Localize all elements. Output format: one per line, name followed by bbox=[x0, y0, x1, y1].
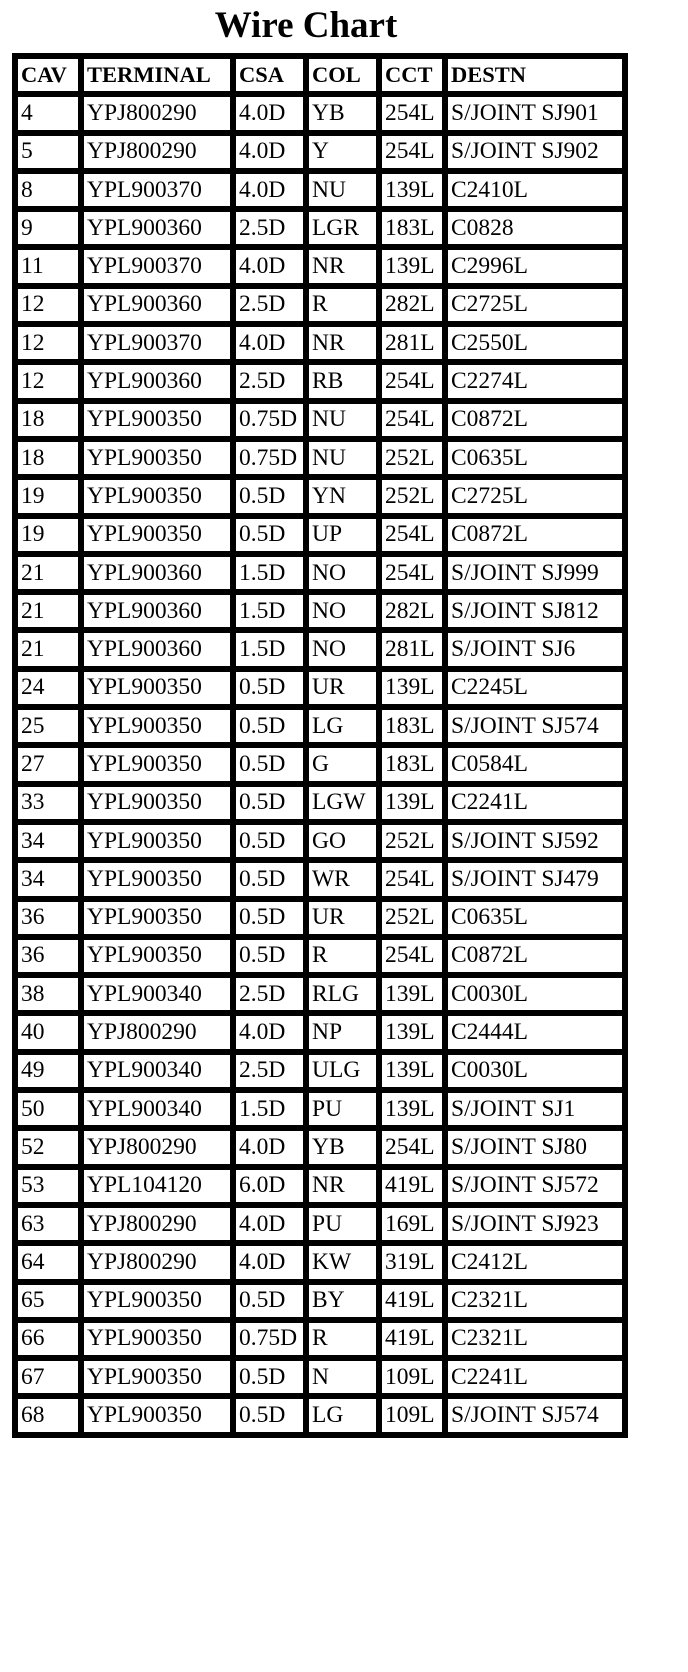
terminal-cell: YPL900350 bbox=[81, 1282, 233, 1320]
col-cell: LG bbox=[306, 707, 379, 745]
table-row bbox=[15, 1358, 625, 1396]
table-row bbox=[15, 1282, 625, 1320]
cav-cell: 36 bbox=[15, 899, 81, 937]
chart-title: Wire Chart bbox=[214, 5, 398, 46]
header-col: COL bbox=[306, 56, 379, 94]
csa-cell: 0.5D bbox=[233, 669, 306, 707]
cct-cell: 419L bbox=[379, 1282, 445, 1320]
destn-cell: S/JOINT SJ574 bbox=[445, 1396, 625, 1434]
table-row bbox=[15, 1128, 625, 1166]
cct-cell: 254L bbox=[379, 362, 445, 400]
csa-cell: 0.75D bbox=[233, 401, 306, 439]
cav-cell: 21 bbox=[15, 630, 81, 668]
table-row bbox=[15, 745, 625, 783]
header-cct: CCT bbox=[379, 56, 445, 94]
table-row bbox=[15, 133, 625, 171]
csa-cell: 4.0D bbox=[233, 247, 306, 285]
table-row bbox=[15, 401, 625, 439]
table-row bbox=[15, 899, 625, 937]
destn-cell: S/JOINT SJ999 bbox=[445, 554, 625, 592]
table-row bbox=[15, 286, 625, 324]
header-row bbox=[15, 56, 625, 94]
terminal-cell: YPL900370 bbox=[81, 247, 233, 285]
destn-cell: C0872L bbox=[445, 516, 625, 554]
col-cell: R bbox=[306, 286, 379, 324]
col-cell: NO bbox=[306, 554, 379, 592]
table-row bbox=[15, 1320, 625, 1358]
cct-cell: 282L bbox=[379, 286, 445, 324]
cav-cell: 65 bbox=[15, 1282, 81, 1320]
cct-cell: 139L bbox=[379, 1013, 445, 1051]
col-cell: G bbox=[306, 745, 379, 783]
cct-cell: 254L bbox=[379, 860, 445, 898]
cav-cell: 18 bbox=[15, 401, 81, 439]
csa-cell: 4.0D bbox=[233, 171, 306, 209]
csa-cell: 4.0D bbox=[233, 1128, 306, 1166]
table-row bbox=[15, 937, 625, 975]
header-terminal: TERMINAL bbox=[81, 56, 233, 94]
cct-cell: 281L bbox=[379, 630, 445, 668]
destn-cell: C2274L bbox=[445, 362, 625, 400]
cav-cell: 49 bbox=[15, 1052, 81, 1090]
col-cell: UR bbox=[306, 899, 379, 937]
col-cell: YN bbox=[306, 477, 379, 515]
cct-cell: 183L bbox=[379, 745, 445, 783]
cct-cell: 252L bbox=[379, 477, 445, 515]
col-cell: NP bbox=[306, 1013, 379, 1051]
cav-cell: 12 bbox=[15, 362, 81, 400]
cct-cell: 254L bbox=[379, 516, 445, 554]
csa-cell: 0.5D bbox=[233, 822, 306, 860]
destn-cell: S/JOINT SJ572 bbox=[445, 1167, 625, 1205]
table-row bbox=[15, 975, 625, 1013]
csa-cell: 2.5D bbox=[233, 209, 306, 247]
cav-cell: 8 bbox=[15, 171, 81, 209]
cav-cell: 21 bbox=[15, 592, 81, 630]
cct-cell: 139L bbox=[379, 1090, 445, 1128]
cct-cell: 169L bbox=[379, 1205, 445, 1243]
cct-cell: 109L bbox=[379, 1396, 445, 1434]
destn-cell: C2725L bbox=[445, 286, 625, 324]
col-cell: GO bbox=[306, 822, 379, 860]
destn-cell: C0635L bbox=[445, 439, 625, 477]
terminal-cell: YPL900360 bbox=[81, 362, 233, 400]
col-cell: NU bbox=[306, 171, 379, 209]
destn-cell: S/JOINT SJ812 bbox=[445, 592, 625, 630]
header-csa: CSA bbox=[233, 56, 306, 94]
cav-cell: 40 bbox=[15, 1013, 81, 1051]
csa-cell: 2.5D bbox=[233, 362, 306, 400]
csa-cell: 4.0D bbox=[233, 1013, 306, 1051]
table-row bbox=[15, 1090, 625, 1128]
cav-cell: 66 bbox=[15, 1320, 81, 1358]
destn-cell: C0584L bbox=[445, 745, 625, 783]
table-row bbox=[15, 516, 625, 554]
col-cell: NU bbox=[306, 439, 379, 477]
terminal-cell: YPL900350 bbox=[81, 937, 233, 975]
terminal-cell: YPL900350 bbox=[81, 1396, 233, 1434]
cav-cell: 24 bbox=[15, 669, 81, 707]
csa-cell: 0.5D bbox=[233, 1358, 306, 1396]
cav-cell: 25 bbox=[15, 707, 81, 745]
cct-cell: 252L bbox=[379, 899, 445, 937]
cav-cell: 38 bbox=[15, 975, 81, 1013]
destn-cell: C0872L bbox=[445, 401, 625, 439]
csa-cell: 0.5D bbox=[233, 516, 306, 554]
destn-cell: S/JOINT SJ6 bbox=[445, 630, 625, 668]
terminal-cell: YPJ800290 bbox=[81, 94, 233, 132]
col-cell: UR bbox=[306, 669, 379, 707]
destn-cell: C2321L bbox=[445, 1282, 625, 1320]
terminal-cell: YPL900350 bbox=[81, 745, 233, 783]
destn-cell: S/JOINT SJ80 bbox=[445, 1128, 625, 1166]
terminal-cell: YPL900360 bbox=[81, 209, 233, 247]
cav-cell: 52 bbox=[15, 1128, 81, 1166]
cav-cell: 33 bbox=[15, 784, 81, 822]
col-cell: NO bbox=[306, 630, 379, 668]
csa-cell: 6.0D bbox=[233, 1167, 306, 1205]
table-row bbox=[15, 439, 625, 477]
cct-cell: 254L bbox=[379, 1128, 445, 1166]
table-row bbox=[15, 592, 625, 630]
csa-cell: 1.5D bbox=[233, 1090, 306, 1128]
table-row bbox=[15, 1243, 625, 1281]
table-row bbox=[15, 860, 625, 898]
col-cell: R bbox=[306, 1320, 379, 1358]
csa-cell: 2.5D bbox=[233, 1052, 306, 1090]
terminal-cell: YPL900350 bbox=[81, 1358, 233, 1396]
col-cell: RLG bbox=[306, 975, 379, 1013]
destn-cell: C2996L bbox=[445, 247, 625, 285]
cav-cell: 68 bbox=[15, 1396, 81, 1434]
csa-cell: 2.5D bbox=[233, 975, 306, 1013]
terminal-cell: YPL900340 bbox=[81, 975, 233, 1013]
table-row bbox=[15, 1205, 625, 1243]
destn-cell: S/JOINT SJ902 bbox=[445, 133, 625, 171]
cav-cell: 11 bbox=[15, 247, 81, 285]
csa-cell: 0.5D bbox=[233, 707, 306, 745]
table-row bbox=[15, 324, 625, 362]
destn-cell: C2321L bbox=[445, 1320, 625, 1358]
table-row bbox=[15, 630, 625, 668]
table-row bbox=[15, 669, 625, 707]
terminal-cell: YPL900360 bbox=[81, 554, 233, 592]
destn-cell: C0030L bbox=[445, 975, 625, 1013]
terminal-cell: YPL900360 bbox=[81, 592, 233, 630]
cav-cell: 12 bbox=[15, 286, 81, 324]
cav-cell: 4 bbox=[15, 94, 81, 132]
cct-cell: 139L bbox=[379, 784, 445, 822]
terminal-cell: YPL900350 bbox=[81, 401, 233, 439]
table-body bbox=[15, 94, 625, 1434]
terminal-cell: YPL900350 bbox=[81, 1320, 233, 1358]
cct-cell: 282L bbox=[379, 592, 445, 630]
csa-cell: 1.5D bbox=[233, 592, 306, 630]
csa-cell: 2.5D bbox=[233, 286, 306, 324]
cct-cell: 139L bbox=[379, 669, 445, 707]
cct-cell: 419L bbox=[379, 1320, 445, 1358]
cav-cell: 67 bbox=[15, 1358, 81, 1396]
destn-cell: S/JOINT SJ574 bbox=[445, 707, 625, 745]
destn-cell: C2412L bbox=[445, 1243, 625, 1281]
terminal-cell: YPL900370 bbox=[81, 171, 233, 209]
col-cell: LGW bbox=[306, 784, 379, 822]
header-destn: DESTN bbox=[445, 56, 625, 94]
cct-cell: 254L bbox=[379, 554, 445, 592]
cav-cell: 19 bbox=[15, 516, 81, 554]
table-row bbox=[15, 822, 625, 860]
col-cell: KW bbox=[306, 1243, 379, 1281]
col-cell: NR bbox=[306, 1167, 379, 1205]
cav-cell: 50 bbox=[15, 1090, 81, 1128]
terminal-cell: YPL900350 bbox=[81, 516, 233, 554]
terminal-cell: YPJ800290 bbox=[81, 1013, 233, 1051]
cav-cell: 27 bbox=[15, 745, 81, 783]
cct-cell: 139L bbox=[379, 171, 445, 209]
table-row bbox=[15, 362, 625, 400]
cct-cell: 254L bbox=[379, 94, 445, 132]
csa-cell: 4.0D bbox=[233, 1205, 306, 1243]
terminal-cell: YPL900350 bbox=[81, 439, 233, 477]
cct-cell: 252L bbox=[379, 439, 445, 477]
cct-cell: 139L bbox=[379, 1052, 445, 1090]
terminal-cell: YPL900350 bbox=[81, 477, 233, 515]
cav-cell: 18 bbox=[15, 439, 81, 477]
table-row bbox=[15, 707, 625, 745]
cav-cell: 36 bbox=[15, 937, 81, 975]
col-cell: PU bbox=[306, 1090, 379, 1128]
destn-cell: C0872L bbox=[445, 937, 625, 975]
col-cell: NU bbox=[306, 401, 379, 439]
col-cell: RB bbox=[306, 362, 379, 400]
cav-cell: 64 bbox=[15, 1243, 81, 1281]
csa-cell: 0.5D bbox=[233, 860, 306, 898]
terminal-cell: YPL900350 bbox=[81, 899, 233, 937]
csa-cell: 4.0D bbox=[233, 1243, 306, 1281]
destn-cell: S/JOINT SJ923 bbox=[445, 1205, 625, 1243]
csa-cell: 0.75D bbox=[233, 1320, 306, 1358]
csa-cell: 1.5D bbox=[233, 554, 306, 592]
terminal-cell: YPL900360 bbox=[81, 630, 233, 668]
col-cell: YB bbox=[306, 94, 379, 132]
cav-cell: 9 bbox=[15, 209, 81, 247]
table-row bbox=[15, 1052, 625, 1090]
cct-cell: 139L bbox=[379, 247, 445, 285]
csa-cell: 0.5D bbox=[233, 937, 306, 975]
terminal-cell: YPL104120 bbox=[81, 1167, 233, 1205]
col-cell: LGR bbox=[306, 209, 379, 247]
col-cell: R bbox=[306, 937, 379, 975]
csa-cell: 0.5D bbox=[233, 899, 306, 937]
cct-cell: 254L bbox=[379, 937, 445, 975]
col-cell: YB bbox=[306, 1128, 379, 1166]
cct-cell: 254L bbox=[379, 401, 445, 439]
terminal-cell: YPJ800290 bbox=[81, 1128, 233, 1166]
col-cell: Y bbox=[306, 133, 379, 171]
cav-cell: 5 bbox=[15, 133, 81, 171]
cav-cell: 53 bbox=[15, 1167, 81, 1205]
table-row bbox=[15, 554, 625, 592]
cav-cell: 34 bbox=[15, 822, 81, 860]
destn-cell: C2241L bbox=[445, 784, 625, 822]
col-cell: N bbox=[306, 1358, 379, 1396]
destn-cell: S/JOINT SJ479 bbox=[445, 860, 625, 898]
destn-cell: C2245L bbox=[445, 669, 625, 707]
terminal-cell: YPL900360 bbox=[81, 286, 233, 324]
terminal-cell: YPL900350 bbox=[81, 669, 233, 707]
table-row bbox=[15, 1013, 625, 1051]
cct-cell: 183L bbox=[379, 209, 445, 247]
csa-cell: 0.75D bbox=[233, 439, 306, 477]
col-cell: PU bbox=[306, 1205, 379, 1243]
destn-cell: S/JOINT SJ1 bbox=[445, 1090, 625, 1128]
cct-cell: 252L bbox=[379, 822, 445, 860]
cav-cell: 21 bbox=[15, 554, 81, 592]
terminal-cell: YPJ800290 bbox=[81, 133, 233, 171]
wire-chart-table bbox=[12, 53, 628, 1438]
cct-cell: 281L bbox=[379, 324, 445, 362]
cct-cell: 419L bbox=[379, 1167, 445, 1205]
table-row bbox=[15, 1396, 625, 1434]
cav-cell: 34 bbox=[15, 860, 81, 898]
terminal-cell: YPL900350 bbox=[81, 860, 233, 898]
col-cell: WR bbox=[306, 860, 379, 898]
csa-cell: 4.0D bbox=[233, 94, 306, 132]
csa-cell: 0.5D bbox=[233, 745, 306, 783]
csa-cell: 0.5D bbox=[233, 784, 306, 822]
table-row bbox=[15, 477, 625, 515]
col-cell: ULG bbox=[306, 1052, 379, 1090]
terminal-cell: YPL900370 bbox=[81, 324, 233, 362]
terminal-cell: YPL900340 bbox=[81, 1090, 233, 1128]
cct-cell: 319L bbox=[379, 1243, 445, 1281]
terminal-cell: YPL900340 bbox=[81, 1052, 233, 1090]
destn-cell: C2444L bbox=[445, 1013, 625, 1051]
csa-cell: 0.5D bbox=[233, 1282, 306, 1320]
table-row bbox=[15, 1167, 625, 1205]
terminal-cell: YPJ800290 bbox=[81, 1243, 233, 1281]
terminal-cell: YPL900350 bbox=[81, 707, 233, 745]
terminal-cell: YPL900350 bbox=[81, 822, 233, 860]
destn-cell: C0635L bbox=[445, 899, 625, 937]
destn-cell: C2550L bbox=[445, 324, 625, 362]
csa-cell: 0.5D bbox=[233, 477, 306, 515]
col-cell: NR bbox=[306, 324, 379, 362]
header-cav: CAV bbox=[15, 56, 81, 94]
table-row bbox=[15, 209, 625, 247]
terminal-cell: YPJ800290 bbox=[81, 1205, 233, 1243]
table-row bbox=[15, 94, 625, 132]
destn-cell: C2410L bbox=[445, 171, 625, 209]
cav-cell: 19 bbox=[15, 477, 81, 515]
destn-cell: C2241L bbox=[445, 1358, 625, 1396]
table-row bbox=[15, 247, 625, 285]
cct-cell: 183L bbox=[379, 707, 445, 745]
cav-cell: 12 bbox=[15, 324, 81, 362]
col-cell: NO bbox=[306, 592, 379, 630]
csa-cell: 0.5D bbox=[233, 1396, 306, 1434]
table-row bbox=[15, 784, 625, 822]
csa-cell: 4.0D bbox=[233, 133, 306, 171]
terminal-cell: YPL900350 bbox=[81, 784, 233, 822]
col-cell: UP bbox=[306, 516, 379, 554]
col-cell: NR bbox=[306, 247, 379, 285]
col-cell: BY bbox=[306, 1282, 379, 1320]
destn-cell: C0828 bbox=[445, 209, 625, 247]
destn-cell: C2725L bbox=[445, 477, 625, 515]
cct-cell: 139L bbox=[379, 975, 445, 1013]
cct-cell: 254L bbox=[379, 133, 445, 171]
destn-cell: S/JOINT SJ592 bbox=[445, 822, 625, 860]
cav-cell: 63 bbox=[15, 1205, 81, 1243]
table-row bbox=[15, 171, 625, 209]
csa-cell: 1.5D bbox=[233, 630, 306, 668]
destn-cell: S/JOINT SJ901 bbox=[445, 94, 625, 132]
csa-cell: 4.0D bbox=[233, 324, 306, 362]
cct-cell: 109L bbox=[379, 1358, 445, 1396]
destn-cell: C0030L bbox=[445, 1052, 625, 1090]
col-cell: LG bbox=[306, 1396, 379, 1434]
